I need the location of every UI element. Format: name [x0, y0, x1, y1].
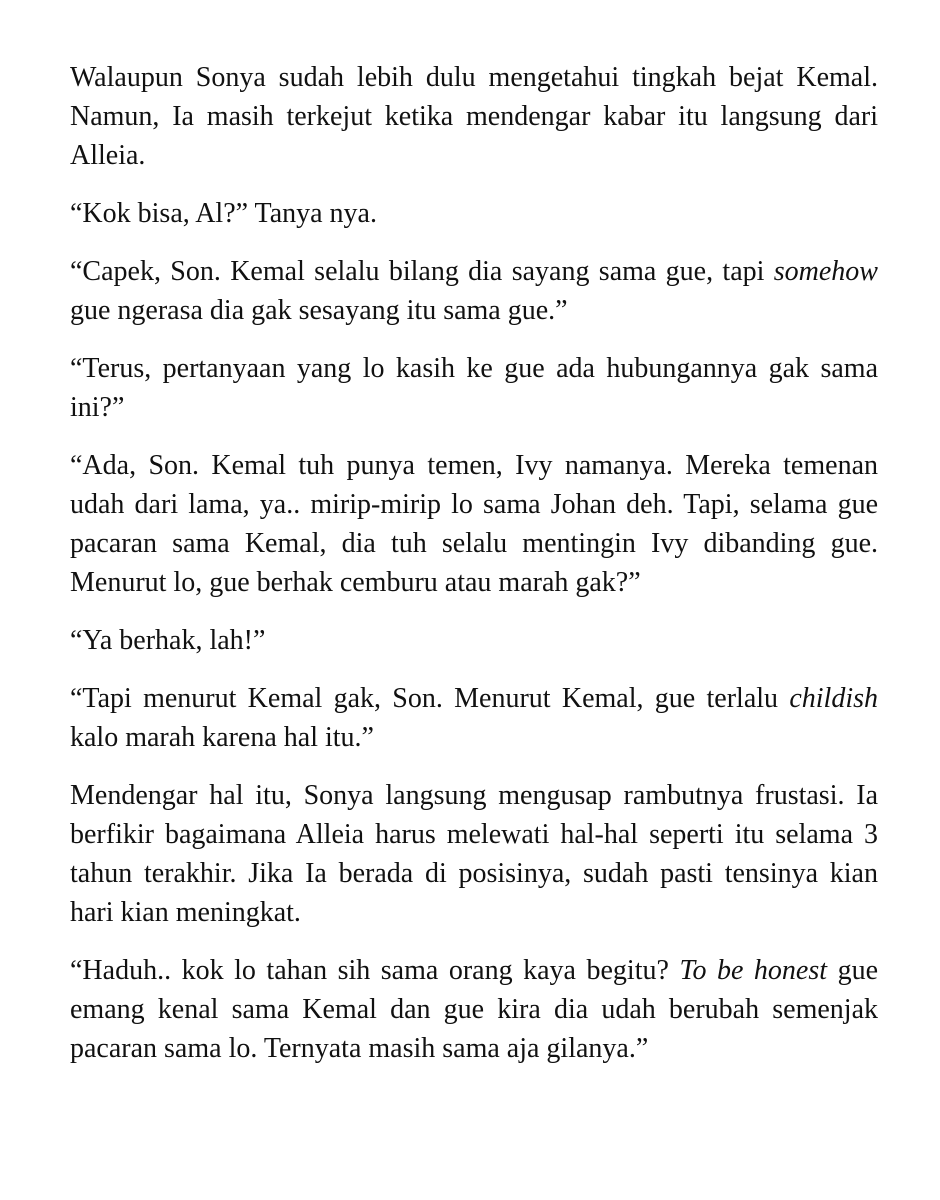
italic-word: childish — [789, 683, 878, 714]
paragraph-text: “Tapi menurut Kemal gak, Son. Menurut Kemal, gue terlalu — [70, 683, 790, 714]
paragraph — [70, 349, 878, 427]
paragraph-text: “Kok bisa, Al?” Tanya nya. — [70, 198, 377, 229]
paragraph — [70, 951, 878, 1068]
paragraph-text: “Terus, pertanyaan yang lo kasih ke gue ada hubungannya gak sama ini?” — [70, 353, 878, 423]
paragraph — [70, 621, 878, 660]
story-page — [70, 58, 878, 1087]
paragraph-text: Walaupun Sonya sudah lebih dulu mengetahui tingkah bejat Kemal. Namun, Ia masih terkejut ketika mendengar kabar itu langsung dari Alleia. — [70, 62, 878, 171]
italic-word: somehow — [773, 256, 878, 287]
paragraph-text: Mendengar hal itu, Sonya langsung mengusap rambutnya frustasi. Ia berfikir bagaimana Alleia harus melewati hal-hal seperti itu selama 3 tahun terakhir. Jika Ia berada di posisinya, sudah pasti tensinya kian hari kian meningkat. — [70, 780, 878, 928]
paragraph-text: kalo marah karena hal itu.” — [70, 722, 374, 753]
italic-word: To be honest — [679, 955, 828, 986]
paragraph-text: “Ada, Son. Kemal tuh punya temen, Ivy namanya. Mereka temenan udah dari lama, ya.. mirip-mirip lo sama Johan deh. Tapi, selama gue pacaran sama Kemal, dia tuh selalu mentingin Ivy dibanding gue. Menurut lo, gue berhak cemburu atau marah gak?” — [70, 450, 878, 598]
paragraph — [70, 446, 878, 602]
paragraph-text: “Haduh.. kok lo tahan sih sama orang kaya begitu? — [70, 955, 680, 986]
paragraph — [70, 58, 878, 175]
paragraph — [70, 252, 878, 330]
paragraph — [70, 679, 878, 757]
paragraph-text: gue ngerasa dia gak sesayang itu sama gue.” — [70, 295, 568, 326]
paragraph-text: gue emang kenal sama Kemal dan gue kira dia udah berubah semenjak pacaran sama lo. Ternyata masih sama aja gilanya.” — [70, 955, 878, 1064]
paragraph — [70, 776, 878, 932]
paragraph-text: “Capek, Son. Kemal selalu bilang dia sayang sama gue, tapi — [70, 256, 774, 287]
paragraph-text: “Ya berhak, lah!” — [70, 625, 266, 656]
paragraph — [70, 194, 878, 233]
